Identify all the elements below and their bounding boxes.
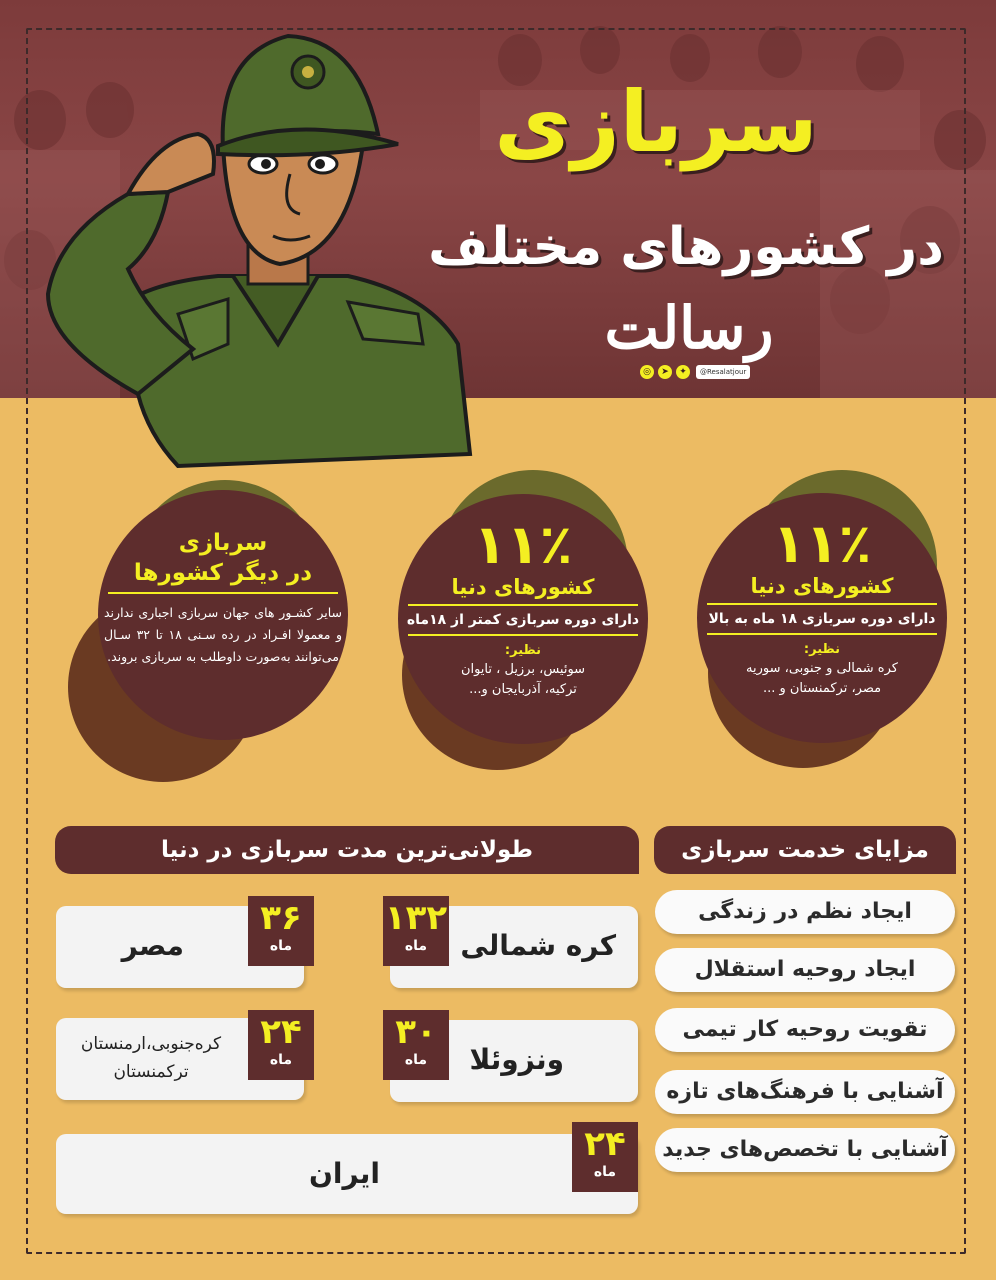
- benefit-item: آشنایی با تخصص‌های جدید: [655, 1128, 955, 1172]
- page-subtitle: در کشورهای مختلف: [428, 217, 944, 277]
- months-value: ۳۶: [260, 898, 302, 938]
- divider: [707, 633, 937, 635]
- months-badge: [383, 896, 449, 966]
- twitter-icon[interactable]: ✦: [676, 365, 690, 379]
- divider: [108, 592, 338, 594]
- country-line: ترکمنستان: [113, 1062, 189, 1082]
- months-unit: ماه: [269, 938, 293, 954]
- months-unit: ماه: [593, 1164, 617, 1180]
- percent-label: کشورهای دنیا: [451, 575, 595, 599]
- months-value: ۲۴: [584, 1124, 626, 1164]
- benefits-header: مزایای خدمت سربازی: [654, 826, 956, 874]
- circle-description: دارای دوره سربازی ۱۸ ماه به بالا: [708, 611, 936, 627]
- months-badge: [383, 1010, 449, 1080]
- longest-service-header: طولانی‌ترین مدت سربازی در دنیا: [55, 826, 639, 874]
- social-handle: @Resalatjour: [696, 365, 750, 379]
- resalat-logo: رسالت: [604, 294, 774, 362]
- circle-description: دارای دوره سربازی کمتر از ۱۸ماه: [406, 612, 640, 628]
- benefit-item: آشنایی با فرهنگ‌های تازه: [655, 1070, 955, 1114]
- country-line: کره‌جنوبی،ارمنستان: [80, 1034, 222, 1054]
- telegram-icon[interactable]: ➤: [658, 365, 672, 379]
- percent-label: کشورهای دنیا: [750, 574, 894, 598]
- months-unit: ماه: [404, 938, 428, 954]
- months-unit: ماه: [269, 1052, 293, 1068]
- stat-circle-under-18-months: [398, 494, 648, 744]
- benefit-item: تقویت روحیه کار تیمی: [655, 1008, 955, 1052]
- divider: [408, 604, 638, 606]
- title-line: در دیگر کشورها: [133, 560, 313, 586]
- country-name: [66, 1030, 236, 1086]
- examples-line: سوئیس، برزیل ، تایوان: [460, 662, 586, 677]
- stat-circle-over-18-months: [697, 493, 947, 743]
- months-badge: [248, 896, 314, 966]
- other-countries-circle: [98, 490, 348, 740]
- divider: [707, 603, 937, 605]
- months-unit: ماه: [404, 1052, 428, 1068]
- months-badge: [572, 1122, 638, 1192]
- benefit-item: ایجاد نظم در زندگی: [655, 890, 955, 934]
- examples-title: نظیر:: [803, 642, 841, 657]
- saluting-soldier-illustration: [18, 14, 488, 474]
- other-countries-paragraph: سایر کشـور های جهان سربازی اجباری ندارند و معمولا افـراد در رده سـنی ۱۸ تا ۳۲ سـال می‌توانند به‌صورت داوطلب به سربازی بروند.: [104, 605, 342, 664]
- percent-value: ۱۱٪: [473, 513, 573, 576]
- page-title: سربازی: [494, 73, 818, 171]
- divider: [408, 634, 638, 636]
- instagram-icon[interactable]: ◎: [640, 365, 654, 379]
- country-name: کره شمالی: [460, 929, 616, 962]
- examples-title: نظیر:: [504, 643, 542, 658]
- benefit-item: ایجاد روحیه استقلال: [655, 948, 955, 992]
- months-badge: [248, 1010, 314, 1080]
- examples-line: ترکیه، آذربایجان و...: [469, 682, 577, 697]
- months-value: ۱۳۲: [384, 898, 448, 938]
- country-name: مصر: [121, 929, 184, 962]
- percent-value: ۱۱٪: [772, 512, 872, 575]
- examples-line: مصر، ترکمنستان و ...: [762, 681, 882, 696]
- country-name: ایران: [308, 1157, 380, 1190]
- title-line: سربازی: [178, 530, 268, 556]
- examples-line: کره شمالی و جنوبی، سوریه: [746, 661, 898, 676]
- months-value: ۲۴: [260, 1012, 302, 1052]
- country-name: ونزوئلا: [469, 1043, 564, 1076]
- country-card-iran: [56, 1134, 638, 1214]
- other-countries-title: [98, 528, 348, 588]
- months-value: ۳۰: [395, 1012, 437, 1052]
